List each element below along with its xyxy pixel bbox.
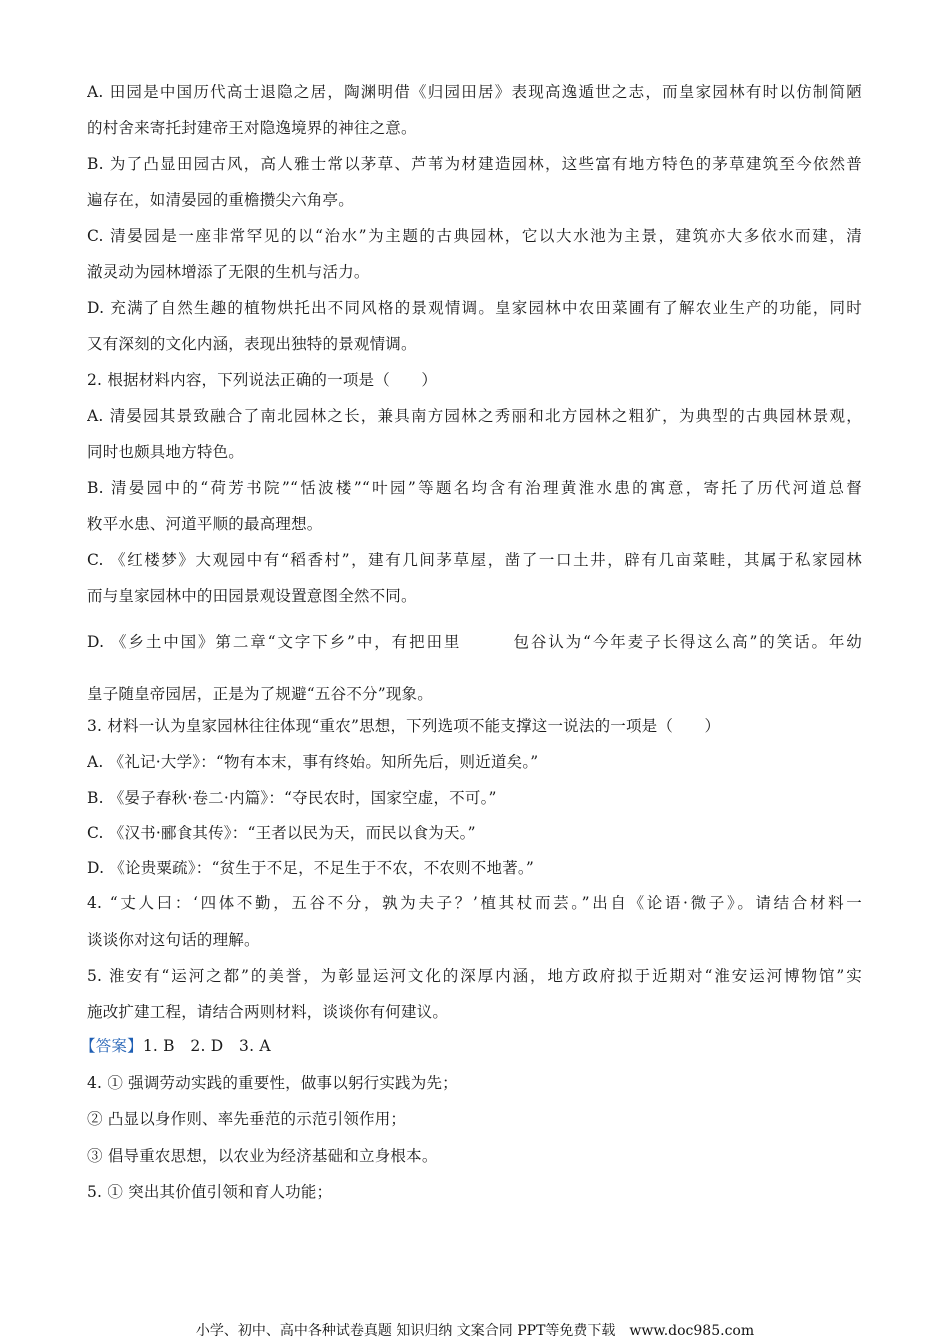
answer-5-point-1: 5. ① 突出其价值引领和育人功能； xyxy=(87,1183,333,1201)
question-4-line-2: 谈谈你对这句话的理解。 xyxy=(87,931,260,949)
q2-option-b-line-1: B. 清晏园中的“荷芳书院”“恬波楼”“叶园”等题名均含有治理黄淮水患的寓意，寄托了历代河道总督 xyxy=(87,479,862,497)
footer-text: 小学、初中、高中各种试卷真题 知识归纳 文案合同 PPT等免费下载 xyxy=(195,1323,616,1339)
answer-4-point-2: ② 凸显以身作则、率先垂范的示范引领作用； xyxy=(87,1110,407,1128)
q2-option-d-line-1: D. 《乡土中国》第二章“文字下乡”中，有把田里 包谷认为“今年麦子长得这么高”的笑话。年幼 xyxy=(87,633,862,651)
option-a-line-2: 的村舍来寄托封建帝王对隐逸境界的神往之意。 xyxy=(87,119,417,137)
question-5-line-1: 5. 淮安有“运河之都”的美誉，为彰显运河文化的深厚内涵，地方政府拟于近期对“淮安运河博物馆”实 xyxy=(87,967,862,985)
q3-option-a: A. 《礼记·大学》：“物有本末，事有终始。知所先后，则近道矣。” xyxy=(87,753,539,771)
q3-option-d: D. 《论贵粟疏》：“贫生于不足，不足生于不农，不农则不地著。” xyxy=(87,859,534,877)
question-4-line-1: 4. “丈人曰：‘四体不勤，五谷不分，孰为夫子？’植其杖而芸。”出自《论语·微子》。请结合材料一 xyxy=(87,894,862,912)
page-footer xyxy=(0,1322,950,1340)
answer-tag: 【答案】 xyxy=(80,1037,143,1055)
q2-option-c-line-2: 而与皇家园林中的田园景观设置意图全然不同。 xyxy=(87,587,417,605)
option-c-line-1: C. 清晏园是一座非常罕见的以“治水”为主题的古典园林，它以大水池为主景，建筑亦大多依水而建，清 xyxy=(87,227,862,245)
answer-summary xyxy=(80,1036,862,1056)
q2-option-a-line-1: A. 清晏园其景致融合了南北园林之长，兼具南方园林之秀丽和北方园林之粗犷，为典型的古典园林景观， xyxy=(87,407,862,425)
q2-option-a-line-2: 同时也颇具地方特色。 xyxy=(87,443,245,461)
option-b-line-1: B. 为了凸显田园古风，高人雅士常以茅草、芦苇为材建造园林，这些富有地方特色的茅草建筑至今依然普 xyxy=(87,155,862,173)
q2-option-d-line-2: 皇子随皇帝园居，正是为了规避“五谷不分”现象。 xyxy=(87,685,433,703)
question-3-stem: 3. 材料一认为皇家园林往往体现“重农”思想，下列选项不能支撑这一说法的一项是（ ） xyxy=(87,717,721,735)
option-d-line-2: 又有深刻的文化内涵，表现出独特的景观情调。 xyxy=(87,335,417,353)
answer-4-point-1: 4. ① 强调劳动实践的重要性，做事以躬行实践为先； xyxy=(87,1074,458,1092)
footer-site-link[interactable]: www.doc985.com xyxy=(629,1323,755,1339)
q2-option-c-line-1: C. 《红楼梦》大观园中有“稻香村”，建有几间茅草屋，凿了一口土井，辟有几亩菜畦，其属于私家园林 xyxy=(87,551,862,569)
option-b-line-2: 遍存在，如清晏园的重檐攒尖六角亭。 xyxy=(87,191,354,209)
q3-option-b: B. 《晏子春秋·卷二·内篇》：“夺民农时，国家空虚，不可。” xyxy=(87,789,497,807)
option-d-line-1: D. 充满了自然生趣的植物烘托出不同风格的景观情调。皇家园林中农田菜圃有了解农业生产的功能，同时 xyxy=(87,299,862,317)
question-2-stem: 2. 根据材料内容，下列说法正确的一项是（ ） xyxy=(87,371,438,389)
answer-text: 1. B 2. D 3. A xyxy=(142,1037,271,1055)
question-5-line-2: 施改扩建工程，请结合两则材料，谈谈你有何建议。 xyxy=(87,1003,449,1021)
answer-4-point-3: ③ 倡导重农思想，以农业为经济基础和立身根本。 xyxy=(87,1147,438,1165)
q2-option-b-line-2: 敉平水患、河道平顺的最高理想。 xyxy=(87,515,323,533)
option-c-line-2: 澈灵动为园林增添了无限的生机与活力。 xyxy=(87,263,370,281)
q3-option-c: C. 《汉书·郦食其传》：“王者以民为天，而民以食为天。” xyxy=(87,824,476,842)
option-a-line-1: A. 田园是中国历代高士退隐之居，陶渊明借《归园田居》表现高逸遁世之志，而皇家园林有时以仿制简陋 xyxy=(87,83,862,101)
